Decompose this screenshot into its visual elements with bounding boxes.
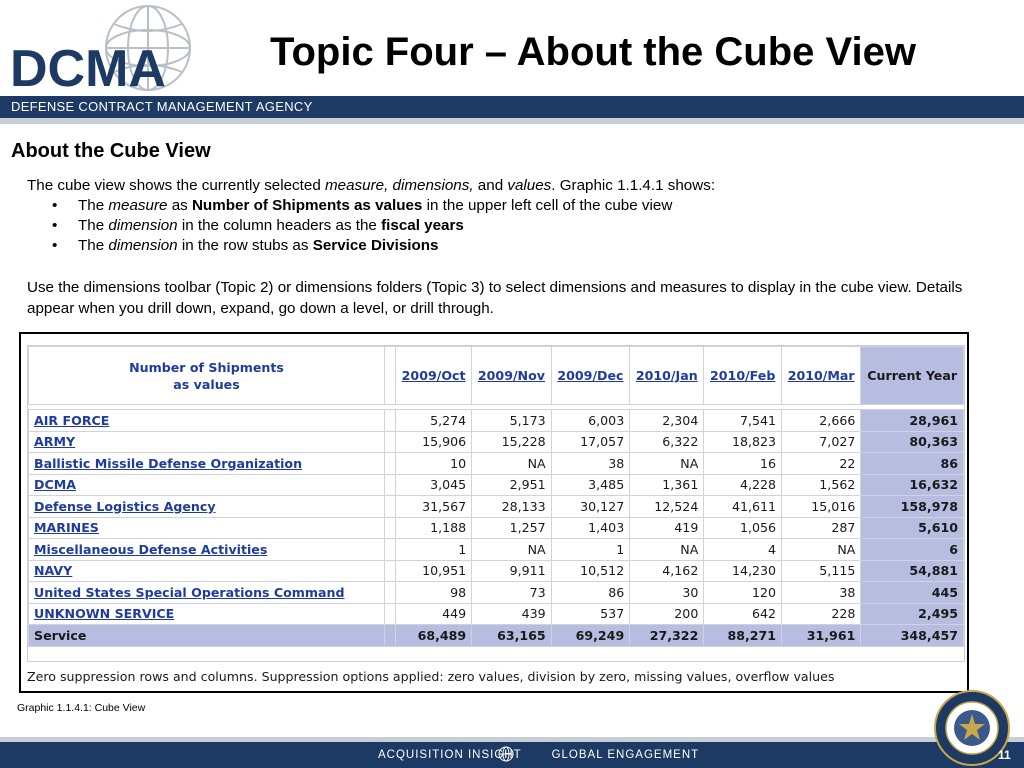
value-cell: 30,127	[551, 496, 630, 518]
value-cell: 537	[551, 603, 630, 625]
value-cell: 15,228	[472, 431, 551, 453]
intro-text-2: and	[473, 177, 508, 194]
column-header[interactable]: 2009/Oct	[396, 347, 472, 405]
column-header-row	[29, 347, 964, 405]
value-cell: 68,489	[396, 625, 472, 647]
value-cell: 38	[551, 453, 630, 475]
value-cell: 7,027	[782, 431, 861, 453]
row-stub-link[interactable]: UNKNOWN SERVICE	[29, 603, 385, 625]
cube-view-graphic	[19, 332, 969, 693]
value-cell: 1	[396, 539, 472, 561]
table-row	[29, 431, 964, 453]
column-header[interactable]: 2009/Nov	[472, 347, 551, 405]
value-cell: 6,322	[630, 431, 704, 453]
value-cell: 14,230	[704, 560, 782, 582]
value-cell: 10	[396, 453, 472, 475]
current-year-cell: 158,978	[861, 496, 964, 518]
row-stub-link[interactable]: United States Special Operations Command	[29, 582, 385, 604]
column-gap	[385, 474, 396, 496]
row-stub-link[interactable]: Ballistic Missile Defense Organization	[29, 453, 385, 475]
current-year-cell: 86	[861, 453, 964, 475]
cube-table	[28, 346, 964, 647]
intro-em-2: values	[507, 177, 552, 194]
table-row	[29, 496, 964, 518]
value-cell: 69,249	[551, 625, 630, 647]
current-year-cell: 5,610	[861, 517, 964, 539]
value-cell: 200	[630, 603, 704, 625]
cube-body	[29, 410, 964, 647]
value-cell: 4,162	[630, 560, 704, 582]
value-cell: 22	[782, 453, 861, 475]
row-stub-link[interactable]: Miscellaneous Defense Activities	[29, 539, 385, 561]
svg-text:DCMA: DCMA	[10, 40, 166, 92]
value-cell: 28,133	[472, 496, 551, 518]
value-cell: 9,911	[472, 560, 551, 582]
value-cell: 30	[630, 582, 704, 604]
value-cell: 17,057	[551, 431, 630, 453]
bullet-text: The	[78, 197, 109, 214]
value-cell: 10,512	[551, 560, 630, 582]
bullet-text: in the row stubs as	[177, 237, 313, 254]
total-row-label: Service	[29, 625, 385, 647]
bullet-text: The	[78, 217, 109, 234]
value-cell: 16	[704, 453, 782, 475]
value-cell: 15,906	[396, 431, 472, 453]
value-cell: 27,322	[630, 625, 704, 647]
value-cell: 4	[704, 539, 782, 561]
value-cell: 1,361	[630, 474, 704, 496]
bullet-strong: fiscal years	[381, 217, 464, 234]
suppression-note: Zero suppression rows and columns. Suppression options applied: zero values, division by zero, missing values, overflow values	[27, 669, 835, 684]
value-cell: 88,271	[704, 625, 782, 647]
column-gap	[385, 453, 396, 475]
page-number: 11	[998, 748, 1011, 762]
usage-paragraph: Use the dimensions toolbar (Topic 2) or dimensions folders (Topic 3) to select dimensions and measures to display in the cube view. Details appear when you drill down, expand, go down a level, or drill through.	[27, 279, 963, 317]
measure-label: Number of Shipments	[129, 359, 284, 375]
table-row	[29, 560, 964, 582]
current-year-cell: 80,363	[861, 431, 964, 453]
value-cell: 41,611	[704, 496, 782, 518]
value-cell: 12,524	[630, 496, 704, 518]
current-year-cell: 445	[861, 582, 964, 604]
column-header[interactable]: 2010/Jan	[630, 347, 704, 405]
table-row	[29, 517, 964, 539]
value-cell: NA	[472, 539, 551, 561]
value-cell: 1,257	[472, 517, 551, 539]
value-cell: 1,403	[551, 517, 630, 539]
slide-title: Topic Four – About the Cube View	[270, 30, 916, 74]
table-row	[29, 539, 964, 561]
value-cell: 31,567	[396, 496, 472, 518]
bullet-em: dimension	[108, 237, 178, 254]
value-cell: NA	[630, 539, 704, 561]
value-cell: 5,173	[472, 410, 551, 432]
bullet-dot: •	[52, 237, 58, 254]
row-stub-link[interactable]: ARMY	[29, 431, 385, 453]
value-cell: 1,056	[704, 517, 782, 539]
value-cell: NA	[472, 453, 551, 475]
value-cell: NA	[782, 539, 861, 561]
column-header[interactable]: 2009/Dec	[551, 347, 630, 405]
value-cell: 18,823	[704, 431, 782, 453]
value-cell: 3,485	[551, 474, 630, 496]
footer-tagline	[378, 749, 699, 761]
globe-icon	[498, 746, 514, 762]
total-row	[29, 625, 964, 647]
bullet-item	[52, 216, 464, 236]
section-heading: About the Cube View	[11, 140, 211, 162]
agency-name: DEFENSE CONTRACT MANAGEMENT AGENCY	[11, 99, 313, 114]
value-cell: 287	[782, 517, 861, 539]
value-cell: 86	[551, 582, 630, 604]
value-cell: NA	[630, 453, 704, 475]
column-gap	[385, 582, 396, 604]
bullet-text: in the upper left cell of the cube view	[422, 197, 673, 214]
measure-cell[interactable]	[29, 347, 385, 405]
value-cell: 31,961	[782, 625, 861, 647]
intro-em-1: measure, dimensions,	[325, 177, 474, 194]
column-gap	[385, 625, 396, 647]
value-cell: 6,003	[551, 410, 630, 432]
column-gap	[385, 496, 396, 518]
table-row	[29, 582, 964, 604]
bullet-em: measure	[108, 197, 168, 214]
row-stub-link[interactable]: DCMA	[29, 474, 385, 496]
row-stub-link[interactable]: Defense Logistics Agency	[29, 496, 385, 518]
value-cell: 10,951	[396, 560, 472, 582]
bullet-em: dimension	[108, 217, 178, 234]
column-header-current-year: Current Year	[861, 347, 964, 405]
value-cell: 449	[396, 603, 472, 625]
current-year-cell: 6	[861, 539, 964, 561]
value-cell: 1	[551, 539, 630, 561]
value-cell: 2,666	[782, 410, 861, 432]
table-row	[29, 474, 964, 496]
value-cell: 73	[472, 582, 551, 604]
column-gap	[385, 603, 396, 625]
value-cell: 1,562	[782, 474, 861, 496]
table-row	[29, 603, 964, 625]
column-gap	[385, 347, 396, 405]
value-cell: 15,016	[782, 496, 861, 518]
value-cell: 5,115	[782, 560, 861, 582]
value-cell: 120	[704, 582, 782, 604]
bullet-strong: Number of Shipments as values	[191, 197, 423, 214]
column-gap	[385, 560, 396, 582]
tagline-right: GLOBAL ENGAGEMENT	[551, 749, 700, 761]
value-cell: 2,951	[472, 474, 551, 496]
column-gap	[385, 410, 396, 432]
value-cell: 7,541	[704, 410, 782, 432]
bullet-strong: Service Divisions	[312, 237, 439, 254]
measure-label-sub: as values	[173, 376, 240, 392]
current-year-cell: 16,632	[861, 474, 964, 496]
bullet-dot: •	[52, 217, 58, 234]
bullet-text: in the column headers as the	[177, 217, 382, 234]
row-stub-link[interactable]: NAVY	[29, 560, 385, 582]
value-cell: 98	[396, 582, 472, 604]
bullet-text: as	[167, 197, 192, 214]
current-year-cell: 348,457	[861, 625, 964, 647]
value-cell: 63,165	[472, 625, 551, 647]
bullet-item	[52, 236, 439, 256]
bullet-text: The	[78, 237, 109, 254]
row-stub-link[interactable]: AIR FORCE	[29, 410, 385, 432]
value-cell: 439	[472, 603, 551, 625]
current-year-cell: 54,881	[861, 560, 964, 582]
value-cell: 3,045	[396, 474, 472, 496]
bullet-dot: •	[52, 197, 58, 214]
column-gap	[385, 517, 396, 539]
column-gap	[385, 539, 396, 561]
tagline-left: ACQUISITION INSIGHT	[378, 749, 522, 761]
column-header[interactable]: 2010/Mar	[782, 347, 861, 405]
value-cell: 38	[782, 582, 861, 604]
dcma-logo	[8, 4, 233, 92]
current-year-cell: 2,495	[861, 603, 964, 625]
column-gap	[385, 431, 396, 453]
value-cell: 1,188	[396, 517, 472, 539]
graphic-caption: Graphic 1.1.4.1: Cube View	[17, 702, 146, 714]
intro-text-1: The cube view shows the currently selected	[27, 177, 325, 194]
value-cell: 642	[704, 603, 782, 625]
intro-paragraph	[27, 175, 987, 196]
value-cell: 4,228	[704, 474, 782, 496]
column-header[interactable]: 2010/Feb	[704, 347, 782, 405]
cube-table-container	[27, 345, 965, 662]
value-cell: 5,274	[396, 410, 472, 432]
value-cell: 228	[782, 603, 861, 625]
table-row	[29, 410, 964, 432]
banner-divider	[0, 118, 1024, 124]
table-row	[29, 453, 964, 475]
row-stub-link[interactable]: MARINES	[29, 517, 385, 539]
value-cell: 419	[630, 517, 704, 539]
bullet-item	[52, 196, 672, 216]
current-year-cell: 28,961	[861, 410, 964, 432]
intro-text-3: . Graphic 1.1.4.1 shows:	[551, 177, 716, 194]
value-cell: 2,304	[630, 410, 704, 432]
